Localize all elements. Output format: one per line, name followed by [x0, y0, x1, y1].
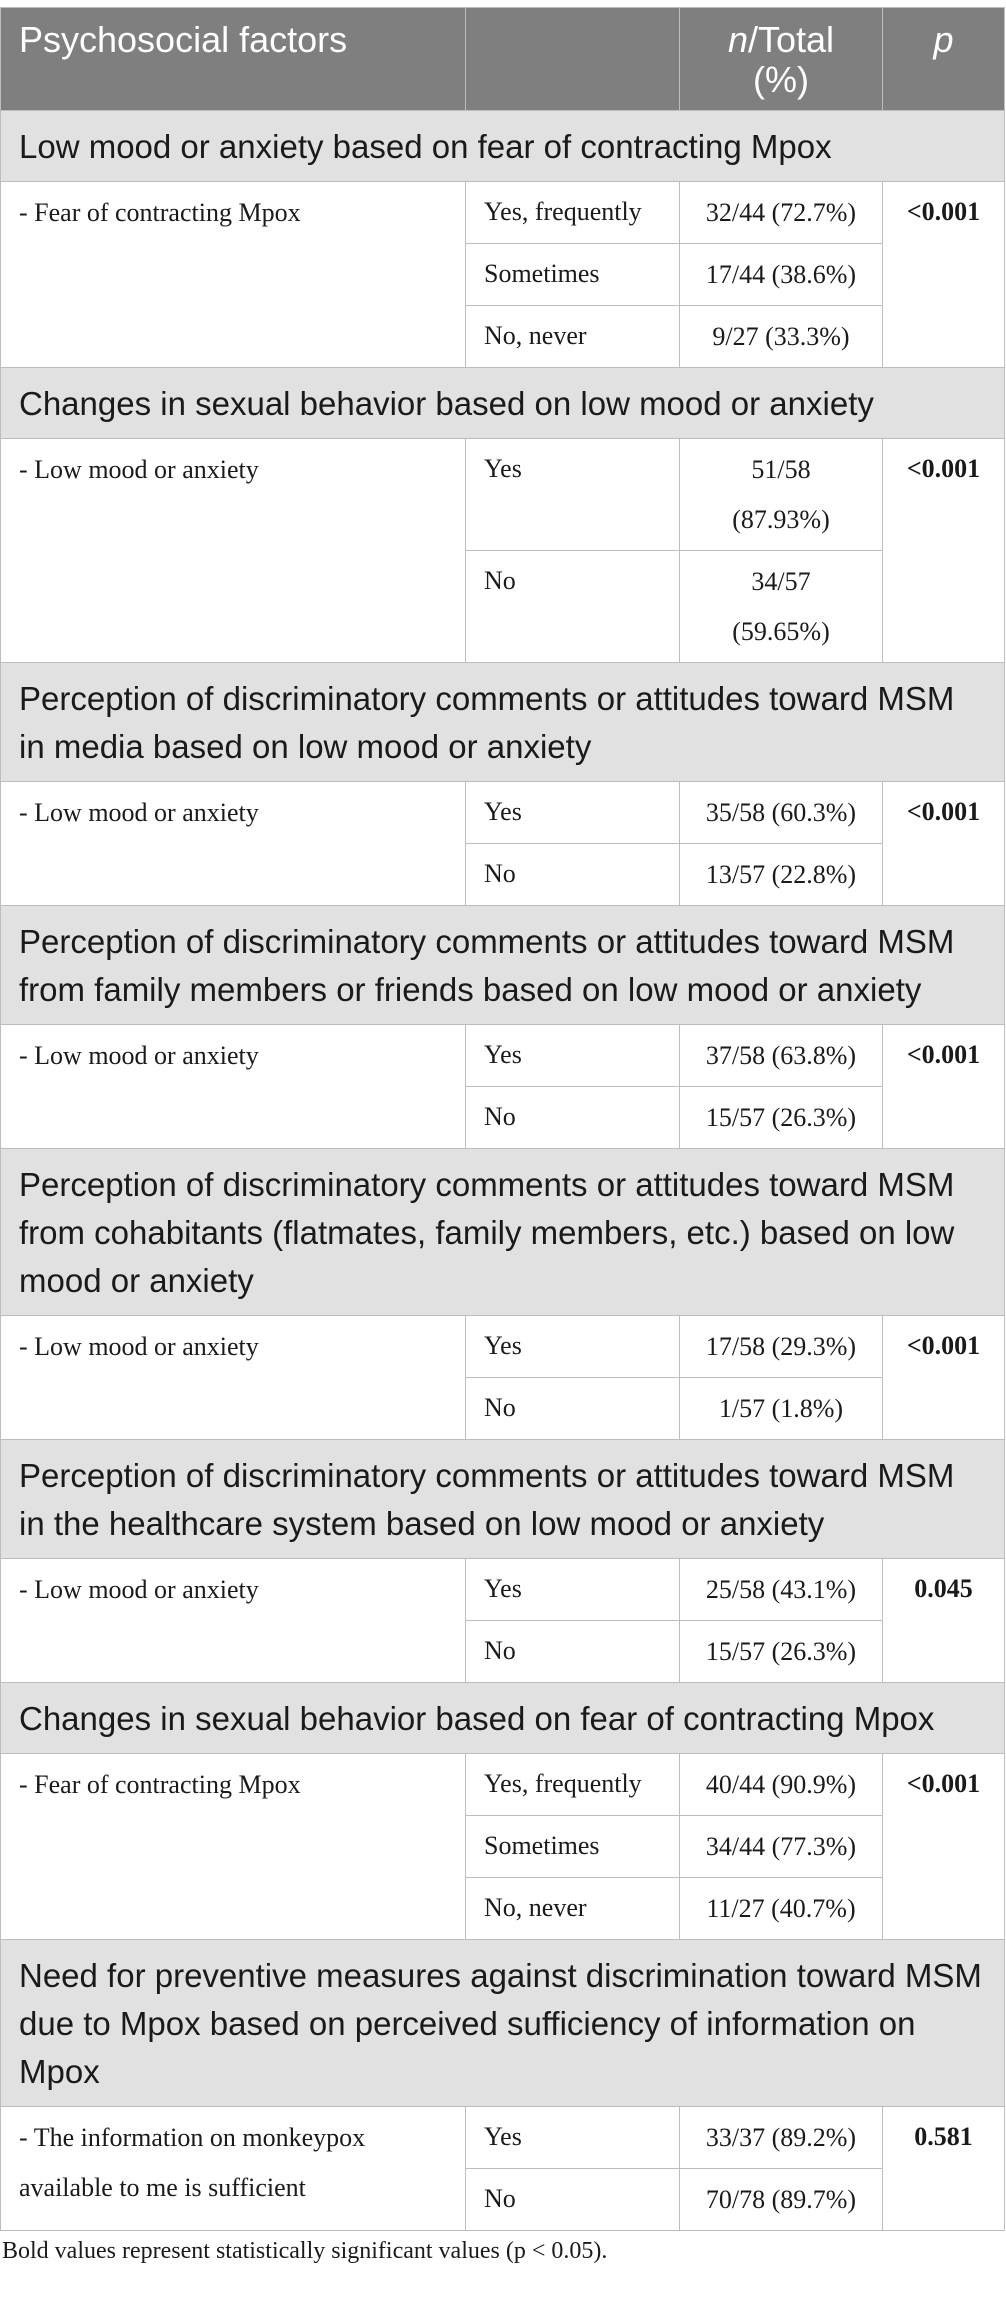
response-cell: Yes, frequently [466, 182, 680, 244]
n-total-value: 1/57 (1.8%) [718, 1394, 844, 1423]
section-title: Changes in sexual behavior based on low mood or anxiety [1, 368, 1005, 439]
n-total-cell [680, 1025, 883, 1087]
n-total-value: 70/78 (89.7%) [705, 2185, 857, 2214]
response-cell: Sometimes [466, 244, 680, 306]
p-value: <0.001 [906, 1331, 981, 1360]
table-row [1, 182, 1005, 244]
response-cell: Yes, frequently [466, 1754, 680, 1816]
factor-cell [1, 182, 466, 368]
p-value-cell [883, 1754, 1005, 1940]
section-title: Low mood or anxiety based on fear of contracting Mpox [1, 111, 1005, 182]
response-cell: No [466, 1087, 680, 1149]
section-header-row [1, 906, 1005, 1025]
n-total-value: 15/57 (26.3%) [705, 1637, 857, 1666]
section-header-row [1, 111, 1005, 182]
factor-cell [1, 1559, 466, 1683]
section-title: Perception of discriminatory comments or attitudes toward MSM from cohabitants (flatmates, family members, etc.) based on low mood or anxiety [1, 1149, 1005, 1316]
factor-label: - Low mood or anxiety [19, 798, 259, 827]
p-value-cell [883, 782, 1005, 906]
header-n: n [727, 19, 748, 60]
p-value: 0.581 [914, 2122, 973, 2151]
n-total-value: 34/57 (59.65%) [732, 567, 830, 646]
factor-cell [1, 2107, 466, 2231]
table-body [1, 111, 1005, 2231]
response-cell: Yes [466, 1559, 680, 1621]
section-header-row [1, 1149, 1005, 1316]
p-value: <0.001 [906, 1040, 981, 1069]
n-total-value: 9/27 (33.3%) [712, 322, 850, 351]
header-row [1, 8, 1005, 111]
section-title: Perception of discriminatory comments or attitudes toward MSM in media based on low mood or anxiety [1, 663, 1005, 782]
factor-cell [1, 1025, 466, 1149]
section-title: Changes in sexual behavior based on fear of contracting Mpox [1, 1683, 1005, 1754]
n-total-value: 32/44 (72.7%) [705, 198, 857, 227]
response-cell: Yes [466, 782, 680, 844]
n-total-value: 15/57 (26.3%) [705, 1103, 857, 1132]
p-value-cell [883, 1316, 1005, 1440]
section-header-row [1, 1440, 1005, 1559]
n-total-cell [680, 244, 883, 306]
n-total-cell [680, 1754, 883, 1816]
header-p: p [883, 8, 1005, 111]
n-total-value: 13/57 (22.8%) [705, 860, 857, 889]
response-cell: No [466, 844, 680, 906]
n-total-cell [680, 782, 883, 844]
table-container [0, 7, 1004, 2231]
header-total: /Total [747, 19, 835, 60]
p-value-cell [883, 439, 1005, 663]
n-total-value: 35/58 (60.3%) [705, 798, 857, 827]
table-row [1, 1754, 1005, 1816]
table-row [1, 782, 1005, 844]
n-total-cell [680, 844, 883, 906]
factor-label: - Low mood or anxiety [19, 455, 259, 484]
response-cell: No, never [466, 1878, 680, 1940]
p-value-cell [883, 2107, 1005, 2231]
section-title: Need for preventive measures against discrimination toward MSM due to Mpox based on perceived sufficiency of information on Mpox [1, 1940, 1005, 2107]
n-total-cell [680, 1878, 883, 1940]
header-response [466, 8, 680, 111]
factor-label: - Fear of contracting Mpox [19, 198, 301, 227]
response-cell: No [466, 1621, 680, 1683]
p-value-cell [883, 1559, 1005, 1683]
table-row [1, 1316, 1005, 1378]
n-total-cell [680, 1816, 883, 1878]
section-header-row [1, 368, 1005, 439]
n-total-cell [680, 1316, 883, 1378]
n-total-value: 40/44 (90.9%) [705, 1770, 857, 1799]
p-value-cell [883, 182, 1005, 368]
n-total-cell [680, 551, 883, 663]
response-cell: Yes [466, 1025, 680, 1087]
p-value: 0.045 [914, 1574, 973, 1603]
header-percent: (%) [753, 59, 809, 100]
factor-cell [1, 1316, 466, 1440]
n-total-value: 37/58 (63.8%) [705, 1041, 857, 1070]
factor-label: - Low mood or anxiety [19, 1332, 259, 1361]
response-cell: Yes [466, 2107, 680, 2169]
header-n-total [680, 8, 883, 111]
factor-label: - The information on monkeypox available to me is sufficient [19, 2123, 366, 2202]
n-total-cell [680, 439, 883, 551]
p-value: <0.001 [906, 1769, 981, 1798]
n-total-cell [680, 1087, 883, 1149]
n-total-cell [680, 306, 883, 368]
p-value-cell [883, 1025, 1005, 1149]
table-row [1, 1559, 1005, 1621]
section-title: Perception of discriminatory comments or attitudes toward MSM in the healthcare system based on low mood or anxiety [1, 1440, 1005, 1559]
response-cell: No [466, 551, 680, 663]
factor-label: - Low mood or anxiety [19, 1575, 259, 1604]
factor-label: - Fear of contracting Mpox [19, 1770, 301, 1799]
n-total-cell [680, 1378, 883, 1440]
n-total-value: 25/58 (43.1%) [705, 1575, 857, 1604]
table-row [1, 1025, 1005, 1087]
p-value: <0.001 [906, 197, 981, 226]
response-cell: Yes [466, 439, 680, 551]
n-total-cell [680, 2169, 883, 2231]
table-row [1, 2107, 1005, 2169]
response-cell: No, never [466, 306, 680, 368]
header-psychosocial-factors: Psychosocial factors [1, 8, 466, 111]
table-footnote: Bold values represent statistically significant values (p < 0.05). [2, 2238, 608, 2264]
table-row [1, 439, 1005, 551]
factor-label: - Low mood or anxiety [19, 1041, 259, 1070]
n-total-value: 33/37 (89.2%) [705, 2123, 857, 2152]
factor-cell [1, 782, 466, 906]
factor-cell [1, 1754, 466, 1940]
response-cell: No [466, 1378, 680, 1440]
n-total-value: 17/58 (29.3%) [705, 1332, 857, 1361]
n-total-cell [680, 1621, 883, 1683]
section-header-row [1, 1683, 1005, 1754]
response-cell: Sometimes [466, 1816, 680, 1878]
n-total-value: 17/44 (38.6%) [705, 260, 857, 289]
section-header-row [1, 1940, 1005, 2107]
n-total-cell [680, 182, 883, 244]
n-total-value: 51/58 (87.93%) [732, 455, 830, 534]
section-header-row [1, 663, 1005, 782]
response-cell: Yes [466, 1316, 680, 1378]
psychosocial-factors-table [0, 7, 1005, 2231]
response-cell: No [466, 2169, 680, 2231]
p-value: <0.001 [906, 454, 981, 483]
n-total-value: 34/44 (77.3%) [705, 1832, 857, 1861]
n-total-cell [680, 1559, 883, 1621]
n-total-value: 11/27 (40.7%) [706, 1894, 856, 1923]
section-title: Perception of discriminatory comments or attitudes toward MSM from family members or friends based on low mood or anxiety [1, 906, 1005, 1025]
p-value: <0.001 [906, 797, 981, 826]
factor-cell [1, 439, 466, 663]
n-total-cell [680, 2107, 883, 2169]
